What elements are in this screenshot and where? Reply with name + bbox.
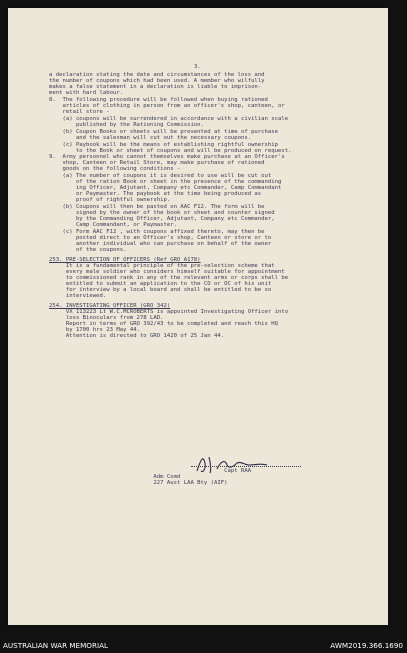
archive-footer	[0, 631, 407, 653]
document-line: (c) Form AAC F12 , with coupons affixed thereto, may then be	[49, 229, 265, 235]
document-line: every male soldier who considers himself suitable for appointment	[49, 269, 285, 275]
document-line: and the salesman will cut out the necessary coupons.	[49, 135, 252, 141]
document-line: Camp Commandant, or Paymaster.	[49, 222, 177, 228]
document-line: (a) coupons will be surrendered in accordance with a civilian scale	[49, 116, 289, 122]
document-line: retail store -	[49, 109, 110, 115]
document-line: Attention is directed to GRO 1420 of 25 Jan 44.	[49, 333, 225, 339]
document-line: 8. The following procedure will be followed when buying rationed	[49, 97, 268, 103]
section-heading: 253. PRE-SELECTION OF OFFICERS (Ref GRO A178)	[49, 257, 201, 263]
document-line: goods on the following conditions -	[49, 166, 181, 172]
page-number: 3.	[194, 64, 201, 70]
document-line: (b) Coupon Books or sheets will be presented at time of purchase	[49, 129, 279, 135]
document-line: proof of rightful ownership.	[49, 197, 171, 203]
document-line: VX 113223 Lt W.C.MCROBERTS is appointed Investigating Officer into	[49, 309, 289, 315]
document-line: a declaration stating the date and circumstances of the loss and	[49, 72, 265, 78]
document-line: published by the Rationing Commission.	[49, 122, 204, 128]
document-line: by the Commanding Officer, Adjutant, Company etc Commander,	[49, 216, 275, 222]
document-line: (c) Paybook will be the means of establishing rightful ownership	[49, 142, 279, 148]
document-line: by 1700 hrs 23 May 44.	[49, 327, 140, 333]
document-line: to the Book or sheet of coupons and will be produced on request.	[49, 148, 292, 154]
document-line: Report in terms of GRO 392/43 to be completed and reach this HQ	[49, 321, 279, 327]
footer-institution: AUSTRALIAN WAR MEMORIAL	[3, 641, 108, 650]
document-line: articles of clothing in person from an officer's shop, canteen, or	[49, 103, 285, 109]
document-line: of the coupons.	[49, 247, 127, 253]
document-line: It is a fundamental principle of the pre-selection scheme that	[49, 263, 275, 269]
document-line: posted direct to an Officer's shop, Canteen or store or to	[49, 235, 272, 241]
document-line: (b) Coupons will then be pasted on AAC F12. The form will be	[49, 204, 265, 210]
handwritten-signature	[191, 451, 271, 477]
document-line: loss Binoculars from 278 LAD.	[49, 315, 164, 321]
document-line: 227 Aust LAA Bty (AIF)	[49, 480, 228, 486]
document-page	[8, 8, 388, 625]
document-line: to commissioned rank in any of the relevant arms or corps shall be	[49, 275, 289, 281]
document-line: 9. Army personnel who cannot themselves make purchase at an Officer's	[49, 154, 285, 160]
document-line: another individual who can purchase on behalf of the owner	[49, 241, 272, 247]
document-line: Adm Comd	[49, 474, 181, 480]
document-line: signed by the owner of the book or sheet and counter signed	[49, 210, 275, 216]
document-line: ment with hard labour.	[49, 90, 124, 96]
section-heading: 254. INVESTIGATING OFFICER (GRO 342)	[49, 303, 171, 309]
document-line: Capt RAA	[49, 468, 252, 474]
document-line: shop, Canteen or Retail Store, may make purchase of rationed	[49, 160, 265, 166]
document-line: (a) The number of coupons it is desired to use will be cut out	[49, 173, 272, 179]
document-line: of the ration Book or sheet in the presence of the commanding	[49, 179, 282, 185]
document-line: or Paymaster. The paybook at the time being produced as	[49, 191, 262, 197]
document-line: interviewed.	[49, 293, 107, 299]
document-line: makes a false statement in a declaration is liable to imprison-	[49, 84, 262, 90]
document-line: ing Officer, Adjutant, Company etc Commander, Camp Commandant	[49, 185, 282, 191]
signature-line	[191, 466, 301, 467]
footer-reference: AWM2019.366.1690	[330, 641, 403, 650]
document-line: entitled to submit an application to the CO or OC of his unit	[49, 281, 272, 287]
document-line: for interview by a local board and shall be entitled to be so	[49, 287, 272, 293]
document-line: the number of coupons which had been used. A member who wilfully	[49, 78, 265, 84]
